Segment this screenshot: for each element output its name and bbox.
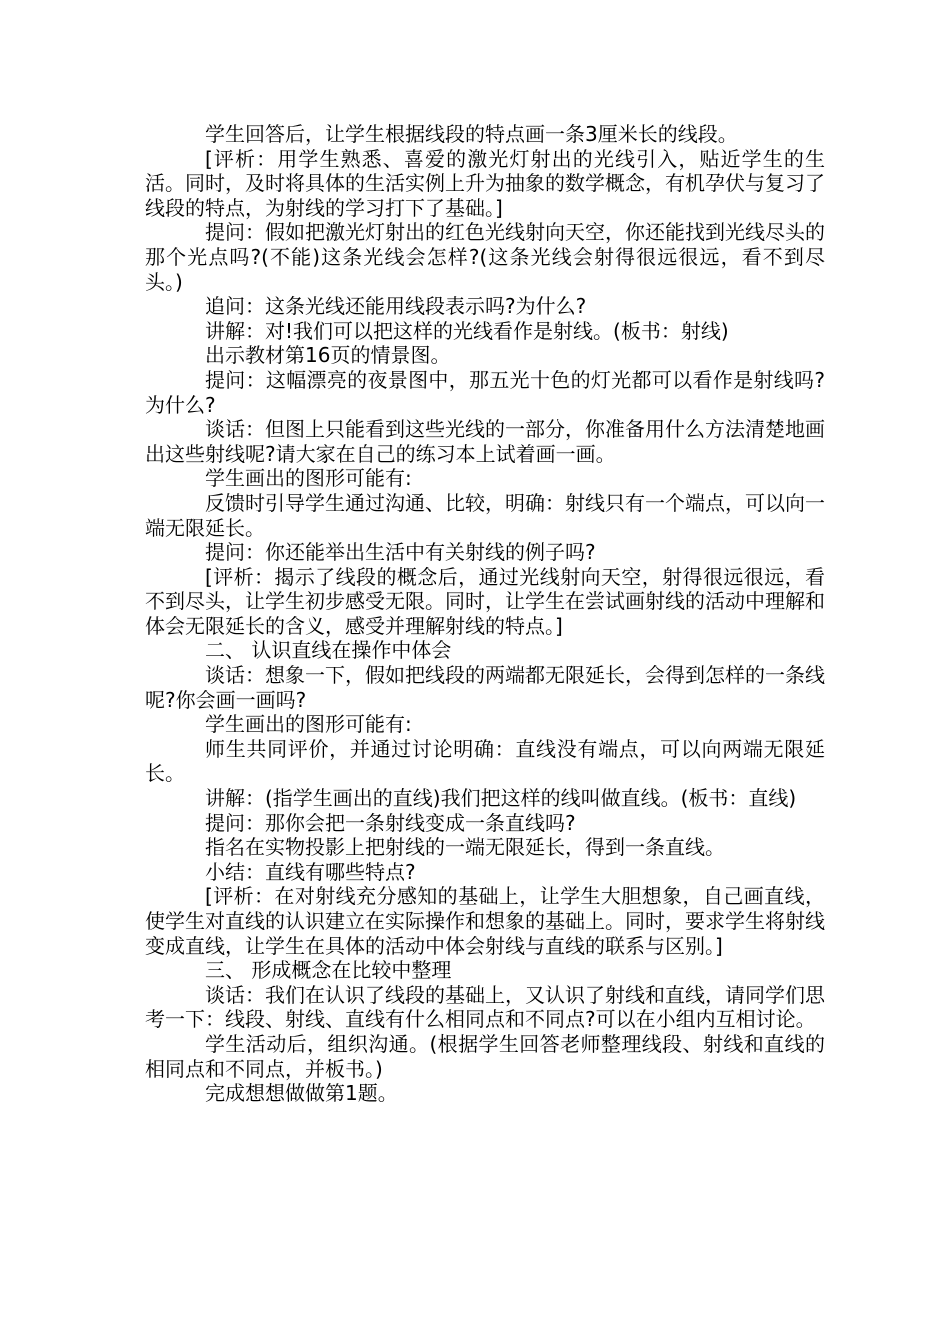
paragraph: 谈话：我们在认识了线段的基础上，又认识了射线和直线，请同学们思考一下：线段、射线、直线有什么相同点和不同点?可以在小组内互相讨论。 — [145, 982, 825, 1032]
paragraph: 学生活动后，组织沟通。(根据学生回答老师整理线段、射线和直线的相同点和不同点，并板书。) — [145, 1031, 825, 1081]
paragraph: 讲解：(指学生画出的直线)我们把这样的线叫做直线。(板书：直线) — [205, 786, 797, 811]
paragraph: 提问：你还能举出生活中有关射线的例子吗? — [205, 540, 596, 565]
paragraph: 小结：直线有哪些特点? — [205, 859, 416, 884]
paragraph: 提问：假如把激光灯射出的红色光线射向天空，你还能找到光线尽头的那个光点吗?(不能)这条光线会怎样?(这条光线会射得很远很远，看不到尽头。) — [145, 220, 825, 294]
paragraph: 谈话：但图上只能看到这些光线的一部分，你准备用什么方法清楚地画出这些射线呢?请大家在自己的练习本上试着画一画。 — [145, 417, 825, 466]
paragraph: 讲解：对!我们可以把这样的光线看作是射线。(板书：射线) — [205, 318, 729, 343]
paragraph: 反馈时引导学生通过沟通、比较，明确：射线只有一个端点，可以向一端无限延长。 — [145, 490, 825, 540]
section-heading: 三、 形成概念在比较中整理 — [205, 958, 452, 983]
paragraph: 提问：那你会把一条射线变成一条直线吗? — [205, 810, 576, 835]
paragraph: 师生共同评价，并通过讨论明确：直线没有端点，可以向两端无限延长。 — [145, 736, 825, 786]
paragraph: 追问：这条光线还能用线段表示吗?为什么? — [205, 294, 587, 319]
paragraph: [评析：揭示了线段的概念后，通过光线射向天空，射得很远很远，看不到尽头，让学生初步感受无限。同时，让学生在尝试画射线的活动中理解和体会无限延长的含义，感受并理解射线的特点。] — [145, 564, 825, 638]
paragraph: 学生画出的图形可能有: — [205, 466, 412, 491]
paragraph: 学生回答后，让学生根据线段的特点画一条3厘米长的线段。 — [205, 122, 738, 146]
document-body — [145, 122, 825, 1106]
paragraph: 指名在实物投影上把射线的一端无限延长，得到一条直线。 — [205, 835, 725, 860]
paragraph: 谈话：想象一下，假如把线段的两端都无限延长，会得到怎样的一条线呢?你会画一画吗? — [145, 663, 825, 712]
paragraph: [评析：用学生熟悉、喜爱的激光灯射出的光线引入，贴近学生的生活。同时，及时将具体的生活实例上升为抽象的数学概念，有机孕伏与复习了线段的特点，为射线的学习打下了基础。] — [145, 146, 825, 220]
paragraph: 提问：这幅漂亮的夜景图中，那五光十色的灯光都可以看作是射线吗?为什么? — [145, 367, 825, 417]
paragraph: 学生画出的图形可能有: — [205, 712, 412, 737]
paragraph: [评析：在对射线充分感知的基础上，让学生大胆想象，自己画直线，使学生对直线的认识建立在实际操作和想象的基础上。同时，要求学生将射线变成直线，让学生在具体的活动中体会射线与直线的联系与区别。] — [145, 884, 825, 958]
paragraph: 完成想想做做第1题。 — [205, 1081, 398, 1106]
section-heading: 二、 认识直线在操作中体会 — [205, 638, 452, 663]
paragraph: 出示教材第16页的情景图。 — [205, 343, 451, 368]
